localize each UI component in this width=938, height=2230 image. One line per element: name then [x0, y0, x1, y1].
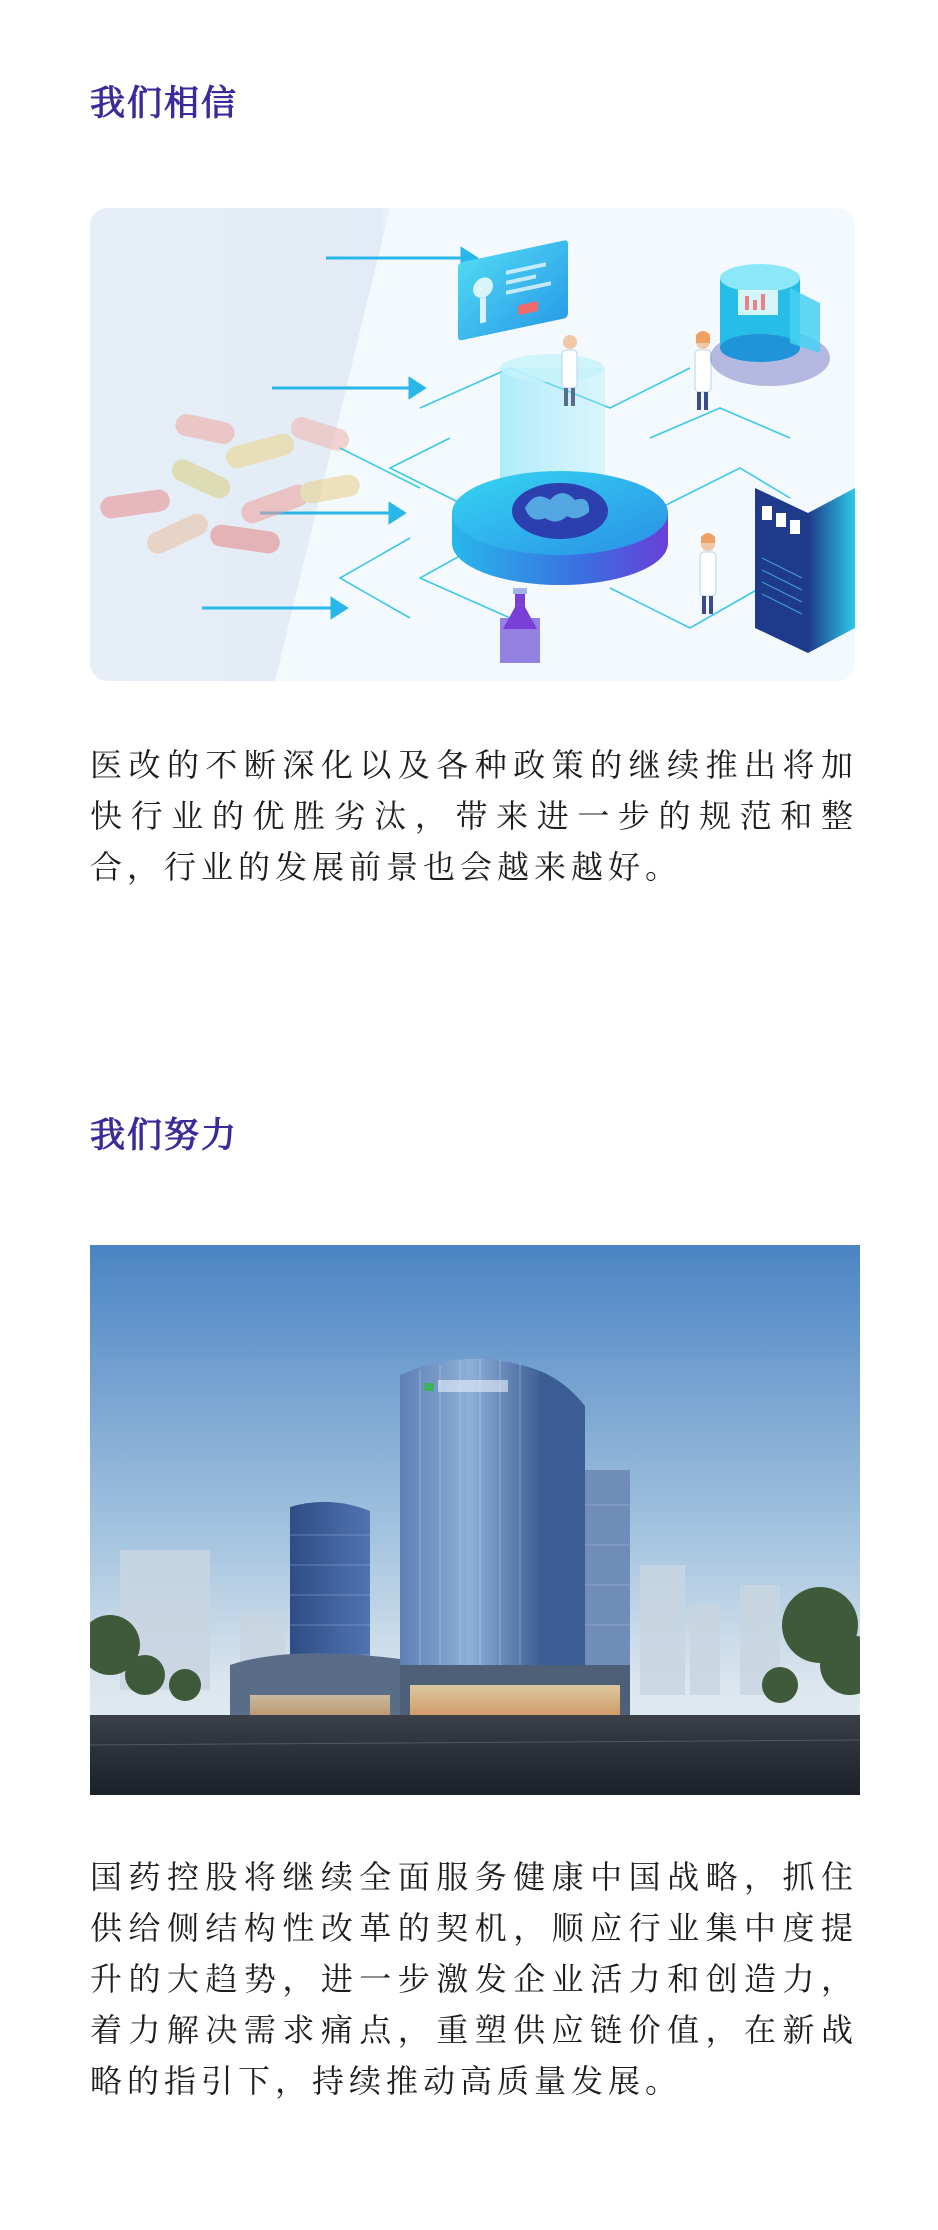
main-tower [400, 1359, 585, 1711]
headquarters-building-rendering [90, 1245, 860, 1795]
medical-tech-illustration [90, 208, 855, 681]
control-cabinet [755, 488, 855, 653]
section-heading-we-believe: 我们相信 [90, 84, 239, 124]
section-paragraph-we-believe: 医改的不断深化以及各种政策的继续推出将加快行业的优胜劣汰，带来进一步的规范和整合，行业的发展前景也会越来越好。 [90, 746, 858, 886]
central-brain-disc [452, 471, 668, 585]
section-paragraph-we-strive: 国药控股将继续全面服务健康中国战略，抓住供给侧结构性改革的契机，顺应行业集中度提升的大趋势，进一步激发企业活力和创造力，着力解决需求痛点，重塑供应链价值，在新战略的指引下，持续推动高质量发展。 [90, 1858, 858, 2100]
section-heading-we-strive: 我们努力 [90, 1116, 239, 1156]
